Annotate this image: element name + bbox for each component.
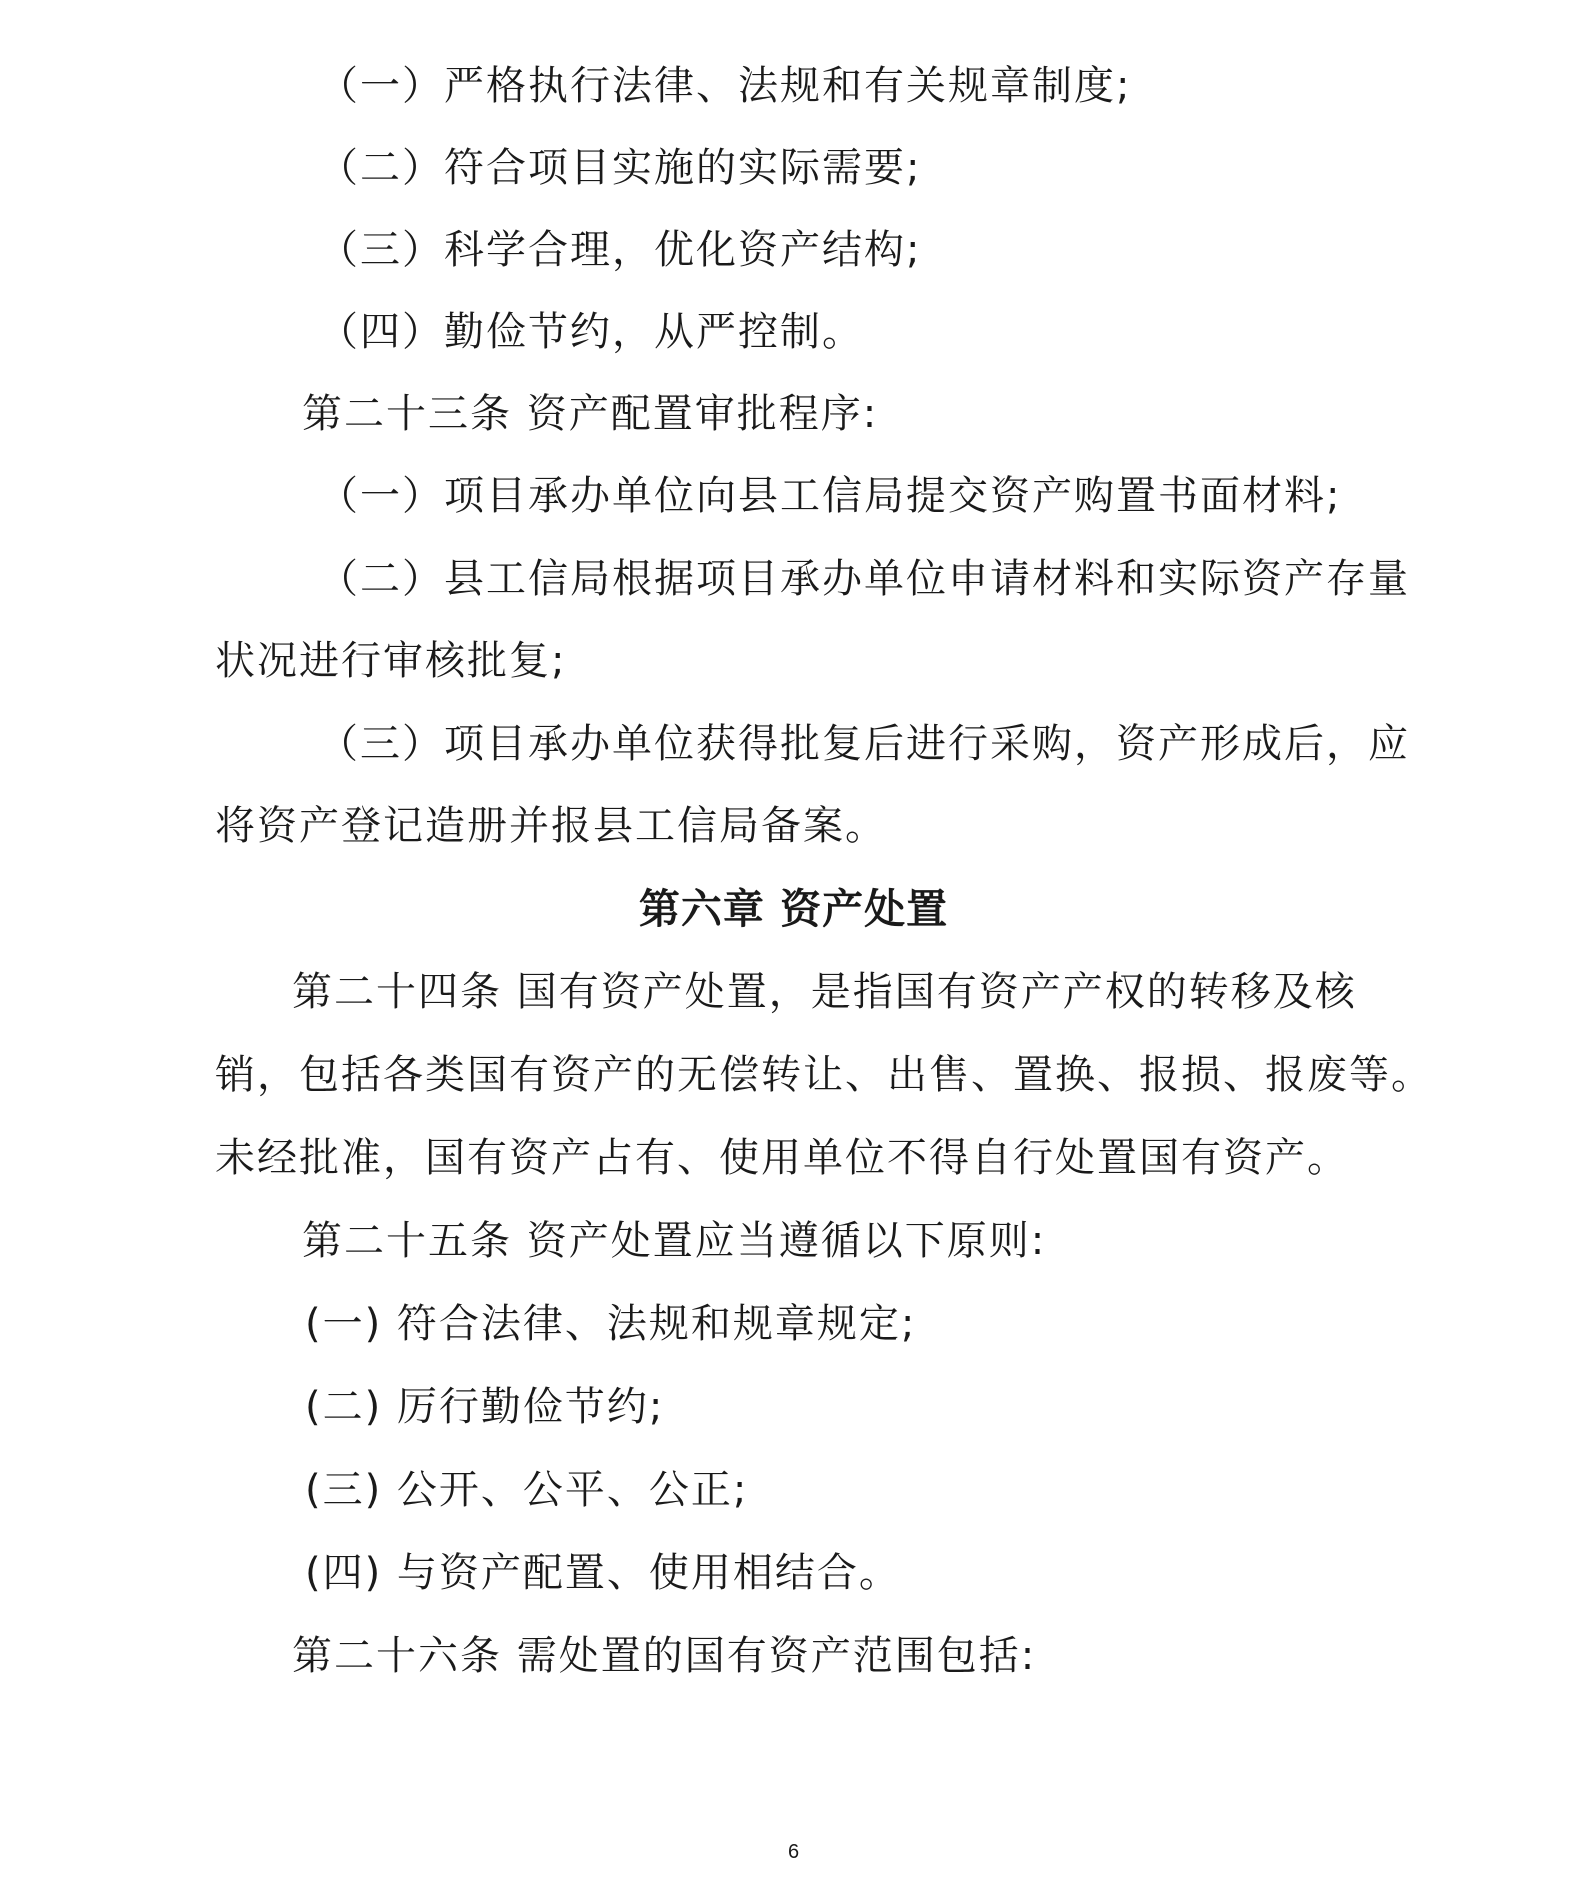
paragraph-line: （二）县工信局根据项目承办单位申请材料和实际资产存量 xyxy=(318,556,1410,602)
article-line: 第二十五条 资产处置应当遵循以下原则: xyxy=(302,1218,1047,1264)
paragraph-line: (二) 厉行勤俭节约; xyxy=(305,1384,665,1430)
article-line: 第二十四条 国有资产处置，是指国有资产产权的转移及核 xyxy=(292,969,1357,1015)
paragraph-line: （一）项目承办单位向县工信局提交资产购置书面材料; xyxy=(318,473,1342,519)
paragraph-line: （四）勤俭节约，从严控制。 xyxy=(318,309,864,355)
paragraph-line: 状况进行审核批复; xyxy=(215,638,567,684)
paragraph-line: （一）严格执行法律、法规和有关规章制度; xyxy=(318,63,1132,109)
paragraph-line: 销，包括各类国有资产的无偿转让、出售、置换、报损、报废等。 xyxy=(215,1052,1433,1098)
article-line: 第二十三条 资产配置审批程序: xyxy=(302,391,879,437)
paragraph-line: (三) 公开、公平、公正; xyxy=(305,1467,749,1513)
paragraph-line: (一) 符合法律、法规和规章规定; xyxy=(305,1301,917,1347)
page-number: 6 xyxy=(787,1841,800,1863)
paragraph-line: （三）项目承办单位获得批复后进行采购，资产形成后，应 xyxy=(318,721,1410,767)
paragraph-line: (四) 与资产配置、使用相结合。 xyxy=(305,1550,901,1596)
paragraph-line: 将资产登记造册并报县工信局备案。 xyxy=(215,803,887,849)
paragraph-line: （二）符合项目实施的实际需要; xyxy=(318,145,922,191)
paragraph-line: 未经批准，国有资产占有、使用单位不得自行处置国有资产。 xyxy=(215,1135,1349,1181)
article-line: 第二十六条 需处置的国有资产范围包括: xyxy=(292,1633,1037,1679)
chapter-heading: 第六章 资产处置 xyxy=(638,885,949,933)
paragraph-line: （三）科学合理，优化资产结构; xyxy=(318,227,922,273)
